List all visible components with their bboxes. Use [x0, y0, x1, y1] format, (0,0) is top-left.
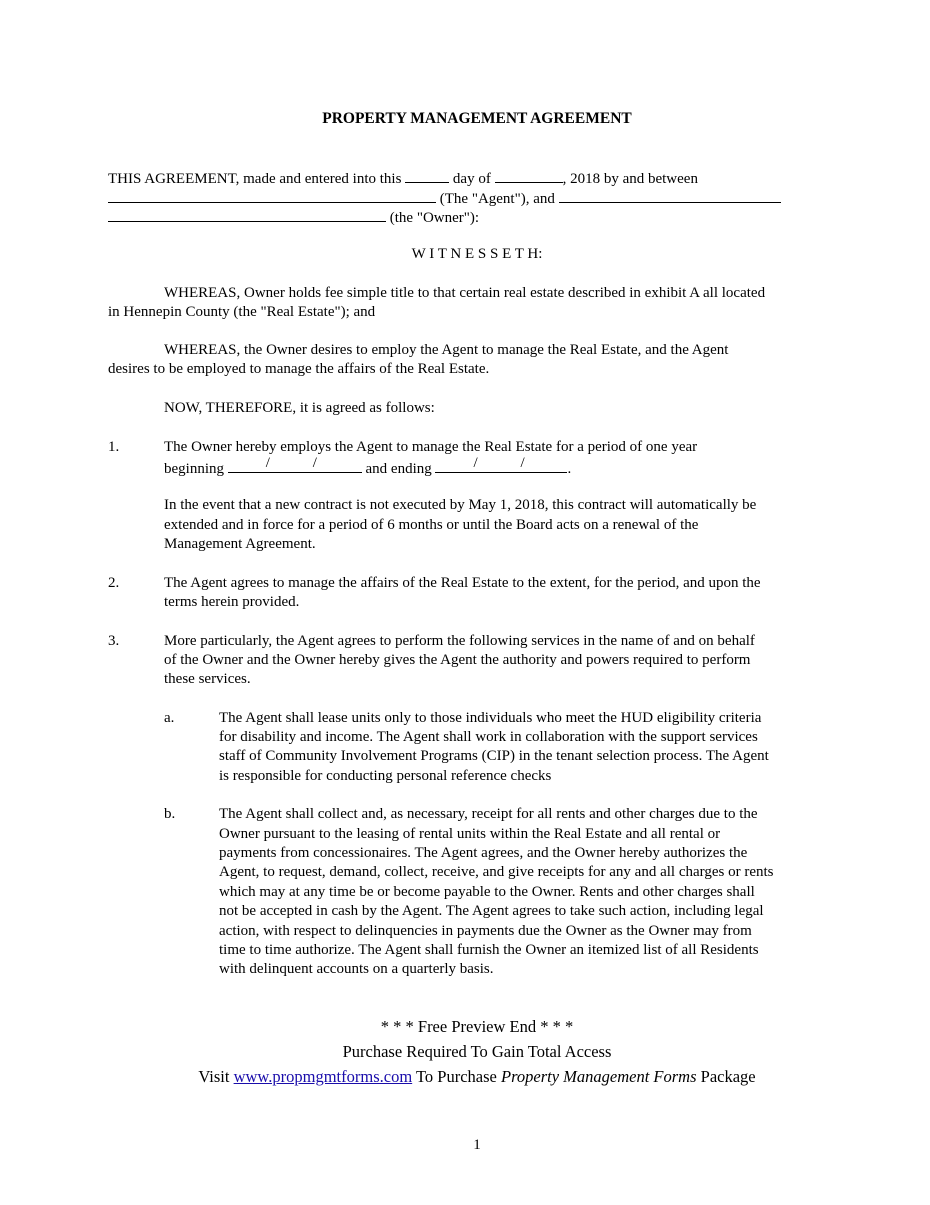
intro-text-year: , 2018 by and between	[562, 171, 698, 187]
item-3b-line-9: with delinquent accounts on a quarterly basis.	[219, 961, 494, 977]
item-1-event-line-3: Management Agreement.	[164, 536, 316, 552]
item-3b-line-5: which may at any time be or become payable to the Owner. Rents and other charges shall	[219, 884, 755, 900]
item-1-number: 1.	[108, 439, 120, 455]
witnesseth-heading: W I T N E S S E T H:	[411, 246, 543, 262]
item-3b-line-6: not be accepted in cash by the Agent. The Agent agrees to take such action, including legal	[219, 903, 764, 919]
item-3a-line-4: is responsible for conducting personal reference checks	[219, 768, 552, 784]
beginning-label: beginning	[164, 461, 224, 477]
visit-text: Visit	[198, 1067, 234, 1086]
whereas-1-line-2: in Hennepin County (the "Real Estate"); and	[108, 304, 376, 320]
owner-name-blank-2[interactable]	[108, 207, 386, 222]
intro-text-start: THIS AGREEMENT, made and entered into this	[108, 171, 402, 187]
item-2-line-2: terms herein provided.	[164, 594, 300, 610]
date-slash: /	[520, 455, 525, 471]
item-3-line-3: these services.	[164, 671, 251, 687]
item-1-event-line-1: In the event that a new contract is not executed by May 1, 2018, this contract will automatically be	[164, 497, 757, 513]
visit-line	[0, 1064, 930, 1089]
item-3b-line-8: time to time authorize. The Agent shall furnish the Owner an itemized list of all Residents	[219, 942, 759, 958]
item-3b-line-2: Owner pursuant to the leasing of rental units within the Real Estate and all rental or	[219, 826, 721, 842]
item-2-number: 2.	[108, 575, 120, 591]
ending-date-blank[interactable]	[435, 455, 567, 473]
item-3a-letter: a.	[164, 710, 175, 726]
agent-label: (The "Agent"), and	[439, 191, 555, 207]
item-3a-line-2: for disability and income. The Agent shall work in collaboration with the support services	[219, 729, 758, 745]
preview-end-notice: * * * Free Preview End * * *	[380, 1017, 574, 1036]
whereas-1-line-1: WHEREAS, Owner holds fee simple title to that certain real estate described in exhibit A all located	[164, 285, 766, 301]
item-3b-line-4: Agent, to request, demand, collect, receive, and give receipts for any and all charges or rents	[219, 864, 774, 880]
date-slash: /	[312, 455, 317, 471]
item-3b-line-1: The Agent shall collect and, as necessary, receipt for all rents and other charges due to the	[219, 806, 758, 822]
date-slash: /	[265, 455, 270, 471]
package-text: Package	[696, 1067, 756, 1086]
item-3b-line-7: action, with respect to delinquencies in payments due the Owner as the Owner may from	[219, 923, 752, 939]
package-name: Property Management Forms	[501, 1067, 697, 1086]
item-3-line-1: More particularly, the Agent agrees to perform the following services in the name of and on behalf	[164, 633, 755, 649]
item-3b-letter: b.	[164, 806, 176, 822]
item-3a-line-3: staff of Community Involvement Programs (CIP) in the tenant selection process. The Agent	[219, 748, 769, 764]
month-blank[interactable]	[495, 168, 563, 183]
purchase-required-notice: Purchase Required To Gain Total Access	[342, 1042, 612, 1061]
date-period: .	[567, 461, 572, 477]
owner-name-blank-1[interactable]	[559, 188, 781, 203]
intro-text-day: day of	[452, 171, 491, 187]
whereas-2-line-2: desires to be employed to manage the affairs of the Real Estate.	[108, 361, 490, 377]
document-title: PROPERTY MANAGEMENT AGREEMENT	[322, 110, 632, 127]
agent-name-blank[interactable]	[108, 188, 436, 203]
owner-label: (the "Owner"):	[389, 210, 480, 226]
item-3-line-2: of the Owner and the Owner hereby gives the Agent the authority and powers required to perform	[164, 652, 751, 668]
day-blank[interactable]	[405, 168, 449, 183]
item-3-number: 3.	[108, 633, 120, 649]
item-1-event-line-2: extended and in force for a period of 6 months or until the Board acts on a renewal of the	[164, 517, 699, 533]
beginning-date-blank[interactable]	[228, 455, 362, 473]
item-3a-line-1: The Agent shall lease units only to those individuals who meet the HUD eligibility criteria	[219, 710, 762, 726]
intro-line-1	[108, 168, 698, 190]
item-3b-line-3: payments from concessionaires. The Agent agrees, and the Owner hereby authorizes the	[219, 845, 748, 861]
intro-line-3	[108, 207, 479, 229]
purchase-link[interactable]: www.propmgmtforms.com	[233, 1067, 413, 1086]
item-1-line-1: The Owner hereby employs the Agent to manage the Real Estate for a period of one year	[164, 439, 698, 455]
ending-label: and ending	[365, 461, 432, 477]
now-therefore: NOW, THEREFORE, it is agreed as follows:	[164, 400, 435, 416]
date-slash: /	[473, 455, 478, 471]
item-1-date-line	[164, 455, 572, 480]
item-2-line-1: The Agent agrees to manage the affairs of the Real Estate to the extent, for the period, and upon the	[164, 575, 761, 591]
to-purchase-text: To Purchase	[412, 1067, 501, 1086]
page-number: 1	[473, 1137, 481, 1153]
whereas-2-line-1: WHEREAS, the Owner desires to employ the Agent to manage the Real Estate, and the Agent	[164, 342, 729, 358]
